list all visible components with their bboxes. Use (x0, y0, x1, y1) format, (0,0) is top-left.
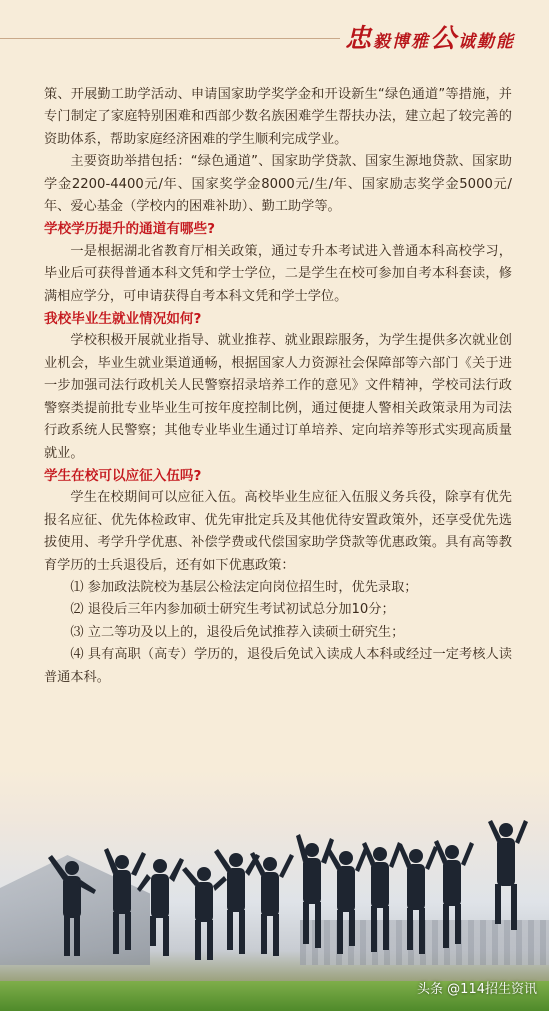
section-heading: 学校学历提升的通道有哪些? (44, 221, 216, 238)
cadet-figure (182, 867, 227, 960)
list-item: ⑴ 参加政法院校为基层公检法定向岗位招生时，优先录取； (70, 579, 418, 595)
motto-char: 忠 (344, 24, 373, 54)
cadet-figure (48, 855, 96, 956)
list-item: ⑷ 具有高职（高专）学历的，退役后免试入读成人本科或经过一定考核人读普通本科。 (44, 647, 512, 685)
school-motto (345, 18, 515, 55)
motto-char: 雅 (410, 32, 430, 52)
motto-char: 勤 (477, 32, 496, 52)
list-item: ⑶ 立二等功及以上的，退役后免试推荐入读硕士研究生； (70, 624, 405, 640)
section-heading: 我校毕业生就业情况如何? (44, 311, 202, 328)
paragraph: 主要资助举措包括：“绿色通道”、国家助学贷款、国家生源地贷款、国家助学金2200-4400元/年、国家奖学金8000元/生/年、国家励志奖学金5000元/年、爱心基金（学校内的困难补助）、勤工助学等。 (44, 154, 512, 215)
motto-char: 毅 (372, 32, 392, 52)
section-heading: 学生在校可以应征入伍吗? (44, 467, 202, 484)
cadet-figure (398, 844, 438, 954)
cadet-figure (104, 848, 146, 954)
cadet-figure (434, 840, 474, 948)
cadets-silhouettes (0, 770, 549, 1011)
motto-char: 能 (496, 32, 515, 52)
cadet-figure (250, 852, 294, 956)
motto-char: 博 (391, 32, 411, 52)
list-item: ⑵ 退役后三年内参加硕士研究生考试初试总分加10分； (70, 602, 395, 618)
cadet-figure (488, 820, 528, 930)
header-rule (0, 38, 340, 39)
source-watermark: 头条 @114招生资讯 (417, 982, 537, 997)
paragraph: 一是根据湖北省教育厅相关政策，通过专升本考试进入普通本科高校学习，毕业后可获得普通本科文凭和学士学位，二是学生在校可参加自考本科套读，修满相应学分，可申请获得自考本科文凭和学士学位。 (44, 243, 512, 304)
paragraph: 策、开展勤工助学活动、申请国家助学奖学金和开设新生“绿色通道”等措施，并专门制定了家庭特别困难和西部少数名族困难学生帮扶办法，建立起了较完善的资助体系，帮助家庭经济困难的学生顺利完成学业。 (44, 87, 512, 147)
header-motto-bar (0, 0, 549, 58)
motto-char: 公 (429, 24, 458, 54)
cadets-jumping-photo (0, 770, 549, 1011)
paragraph: 学校积极开展就业指导、就业推荐、就业跟踪服务，为学生提供多次就业创业机会，毕业生就业渠道通畅，根据国家人力资源社会保障部等六部门《关于进一步加强司法行政机关人民警察招录培养工作的意见》文件精神，学校司法行政警察类提前批专业毕业生可按年度控制比例，通过便捷人警相关政策录用为司法行政系统人民警察；其他专业毕业生通过订单培养、定向培养等形式实现高质量就业。 (44, 333, 512, 461)
cadet-figure (326, 848, 368, 954)
article-body (44, 84, 512, 689)
cadet-figure (362, 842, 402, 952)
motto-char: 诚 (458, 32, 477, 52)
paragraph: 学生在校期间可以应征入伍。高校毕业生应征入伍服义务兵役，除享有优先报名应征、优先体检政审、优先审批定兵及其他优待安置政策外，还享受优先选拔使用、考学升学优惠、补偿学费或代偿国家助学贷款等优惠政策。具有高等教育学历的士兵退役后，还有如下优惠政策： (44, 490, 512, 573)
cadet-figure (137, 858, 184, 956)
cadet-figure (214, 849, 260, 954)
